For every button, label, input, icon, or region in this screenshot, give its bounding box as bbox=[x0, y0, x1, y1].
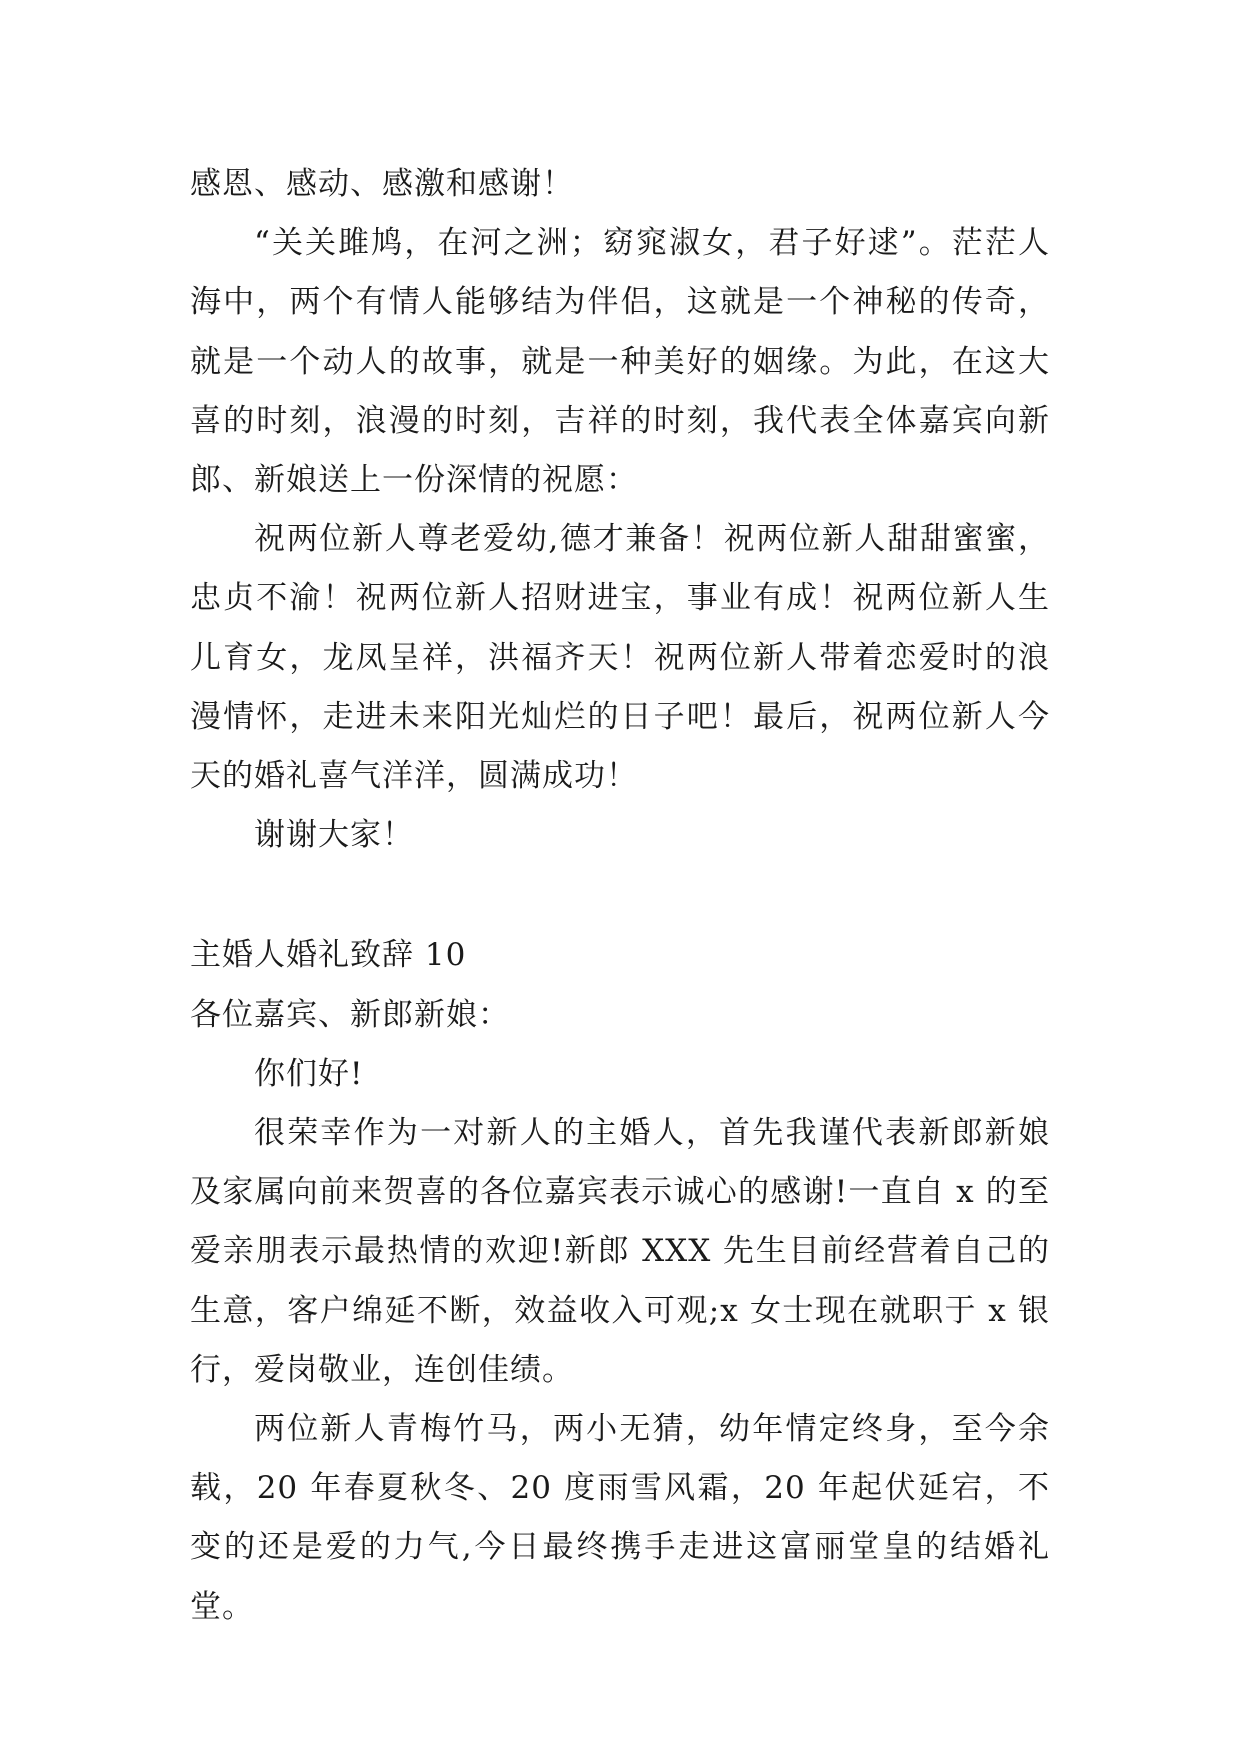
poem-paragraph: “关关雎鸠，在河之洲；窈窕淑女，君子好逑”。茫茫人海中，两个有情人能够结为伴侣，这就是一个神秘的传奇，就是一个动人的故事，就是一种美好的姻缘。为此，在这大喜的时刻，浪漫的时刻，吉祥的时刻，我代表全体嘉宾向新郎、新娘送上一份深情的祝愿： bbox=[190, 225, 1050, 499]
closing-line: 感恩、感动、感激和感谢！ bbox=[190, 166, 574, 202]
story-paragraph: 两位新人青梅竹马，两小无猜，幼年情定终身，至今余载，20 年春夏秋冬、20 度雨雪风霜，20 年起伏延宕，不变的还是爱的力气,今日最终携手走进这富丽堂皇的结婚礼堂。 bbox=[190, 1411, 1050, 1625]
blessing-paragraph: 祝两位新人尊老爱幼,德才兼备！祝两位新人甜甜蜜蜜，忠贞不渝！祝两位新人招财进宝，事业有成！祝两位新人生儿育女，龙凤呈祥，洪福齐天！祝两位新人带着恋爱时的浪漫情怀，走进未来阳光灿烂的日子吧！最后，祝两位新人今天的婚礼喜气洋洋，圆满成功！ bbox=[190, 521, 1050, 795]
greeting: 你们好! bbox=[254, 1055, 364, 1092]
document-body bbox=[190, 155, 1050, 1637]
salutation: 各位嘉宾、新郎新娘： bbox=[190, 996, 510, 1033]
intro-paragraph: 很荣幸作为一对新人的主婚人，首先我谨代表新郎新娘及家属向前来贺喜的各位嘉宾表示诚心的感谢!一直自 x 的至爱亲朋表示最热情的欢迎!新郎 XXX 先生目前经营着自己的生意，客户绵延不断，效益收入可观;x 女士现在就职于 x 银行，爱岗敬业，连创佳绩。 bbox=[190, 1115, 1050, 1388]
thanks-line: 谢谢大家！ bbox=[254, 817, 414, 854]
section-divider-space bbox=[190, 865, 1050, 926]
section-title: 主婚人婚礼致辞 10 bbox=[190, 937, 467, 974]
